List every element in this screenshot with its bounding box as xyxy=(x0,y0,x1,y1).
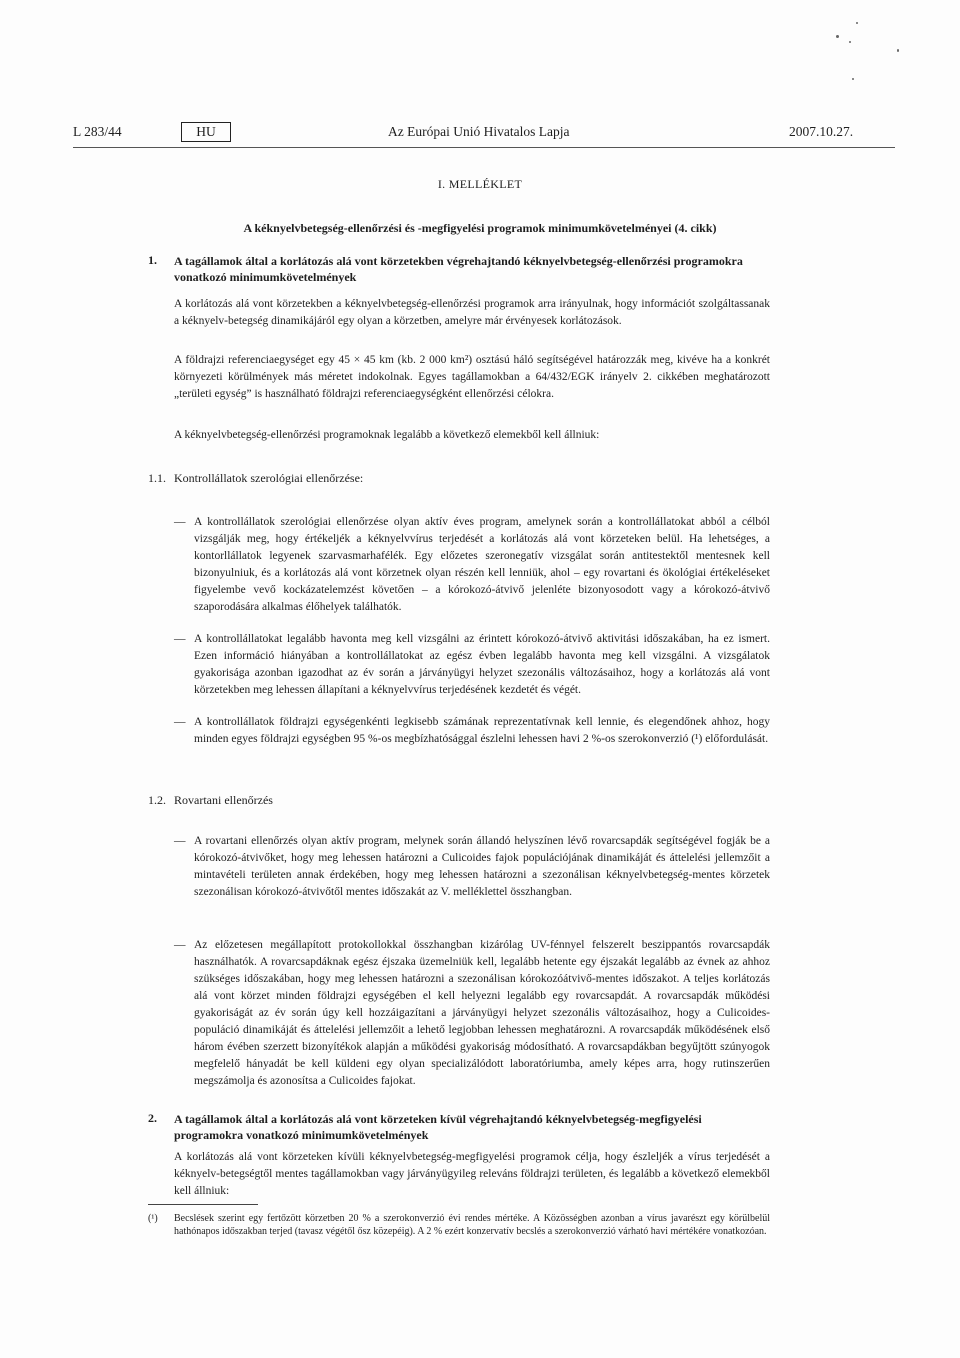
subsection-1-2-number: 1.2. xyxy=(148,793,166,807)
list-item-text: A kontrollállatok földrajzi egységenkénti legkisebb számának reprezentatívnak kell lennie, és elegendőnek ahhoz, hogy minden egyes földrajzi egységben 95 %-os megbízhatósággal észlelni lehessen havi 2 %-os szerokonverzió (¹) előfordulását. xyxy=(194,716,770,745)
list-item-text: A kontrollállatokat legalább havonta meg kell vizsgálni az érintett kórokozó-átvivő aktivitási időszakában, ha ez ismert. Ezen információ hiányában a kontrollállatokat az egész évben legalább havonta meg kell vizsgálni. A vizsgálatok gyakorisága azonban igazodhat az év során a járványügyi helyzet szezonális változásaihoz, hogy a korlátozás alá vont körzetekben meg lehessen állapítani a kéknyelvvírus terjedésének kezdetét és végét. xyxy=(194,633,770,696)
scan-speck xyxy=(852,78,854,80)
dash-bullet: — xyxy=(174,716,186,728)
issue-date: 2007.10.27. xyxy=(789,124,854,139)
dash-bullet: — xyxy=(174,939,186,951)
list-item-text: A kontrollállatok szerológiai ellenőrzése olyan aktív éves program, amelynek során a kontrollállatokat abból a célból vizsgálják meg, hogy értékeljék a kéknyelvvírus terjedését a korlátozás alá vont körzeteken belül. Ha lehetséges, a kontorllállatok legyenek szarvasmarhafélék. Egy előzetes szeronegatív vizsgálat során antitestektől mentesnek kell bizonyulniuk, és a korlátozás alá vont körzetnek olyan részén kell lenniük, ahol – egy rovartani és ökológiai értékeléseket figyelembe vevő kockázatelemzést követően – a kórokozó-átvivő jelenléte bizonyosodott vagy a kórokozó-átvivő szaporodására alkalmas élőhelyek találhatók. xyxy=(194,516,770,613)
scan-speck xyxy=(849,41,851,43)
subsection-1-1-title: Kontrollállatok szerológiai ellenőrzése: xyxy=(174,471,364,485)
subsection-1-2-title: Rovartani ellenőrzés xyxy=(174,793,273,807)
section-1-heading: A tagállamok által a korlátozás alá vont körzetekben végrehajtandó kéknyelvbetegség-ellenőrzési programokra vonatkozó minimumkövetelmények xyxy=(174,254,743,284)
footnote-rule xyxy=(148,1204,258,1205)
list-item xyxy=(174,937,770,1090)
scan-speck xyxy=(836,35,839,38)
dash-bullet: — xyxy=(174,516,186,528)
footnote xyxy=(148,1212,770,1238)
journal-title: Az Európai Unió Hivatalos Lapja xyxy=(388,124,570,139)
page-number: L 283/44 xyxy=(73,124,122,139)
section-2-heading: A tagállamok által a korlátozás alá vont körzeteken kívül végrehajtandó kéknyelvbetegség-megfigyelési programokra vonatkozó minimumkövetelmények xyxy=(174,1112,702,1142)
footnote-mark: (¹) xyxy=(148,1213,158,1224)
list-item xyxy=(174,714,770,748)
section-2-paragraph-1: A korlátozás alá vont körzeteken kívüli kéknyelvbetegség-megfigyelési programok célja, hogy észleljék a vírus terjedését a kéknyelv-betegségtől mentes tagállamokban vagy járványügyileg releváns földrajzi területen, és legalább a következő elemekből kell állniuk: xyxy=(174,1151,770,1197)
list-item-text: Az előzetesen megállapított protokollokkal összhangban kizárólag UV-fénnyel felszerelt beszippantós rovarcsapdák használhatók. A rovarcsapdáknak egész éjszaka üzemelniük kell, legalább hetente egy éjszakát legalább az évnek az ahhoz szükséges időszakában, hogy meg lehessen határozni a szezonálisan kórokozóátvivő-mentes időszakot. A teljes korlátozás alá vont körzet minden földrajzi egységében el kell helyezni legalább egy rovarcsapdát. A rovarcsapdák működési gyakoriságát az év során úgy kell hozzáigazítani a járványügyi helyzet szezonális változásaihoz, hogy a Culicoides-populáció dinamikáját és áttelelési jellemzőit a lehető legjobban lehessen meghatározni. A rovarcsapdák működésének első három évében szerzett bizonyítékok alapján a működési gyakoriság módosítható. A rovarcsapdákban begyűjtött szúnyogok megfelelő hányadát be kell küldeni egy olyan specializálódott laboratóriumba, amely képes arra, hogy rutinszerűen megszámolja és azonosítsa a Culicoides fajokat. xyxy=(194,939,770,1087)
language-box: HU xyxy=(181,122,231,142)
running-header xyxy=(0,122,960,146)
list-item xyxy=(174,833,770,901)
annex-label: I. MELLÉKLET xyxy=(437,177,523,191)
subsection-1-1-number: 1.1. xyxy=(148,471,166,485)
scan-speck xyxy=(897,49,899,52)
list-item xyxy=(174,514,770,616)
section-1-paragraph-2: A földrajzi referenciaegységet egy 45 × 45 km (kb. 2 000 km²) osztású háló segítségével határozzák meg, kivéve ha a konkrét környezeti körülmények más méretet indokolnak. Egyes tagállamokban a 64/432/EGK irányelv 2. cikkében meghatározott „területi egység” is használható földrajzi referenciaegységként ellenőrzési célokra. xyxy=(174,354,770,400)
section-1-paragraph-3: A kéknyelvbetegség-ellenőrzési programoknak legalább a következő elemekből kell állniuk: xyxy=(174,429,600,441)
section-1-number: 1. xyxy=(148,253,157,267)
list-item xyxy=(174,631,770,699)
section-2-number: 2. xyxy=(148,1111,157,1125)
dash-bullet: — xyxy=(174,835,186,847)
footnote-text: Becslések szerint egy fertőzött körzetben 20 % a szerokonverzió évi rendes mértéke. A Közösségben azonban a vírus javarészt egy körülbelül hathónapos időszakban terjed (tavasz végétől ősz közepéig). A 2 % ezért konzervatív becslés a szerokonverzió várható havi mértékére vonatkozóan. xyxy=(174,1213,770,1237)
document-title: A kéknyelvbetegség-ellenőrzési és -megfigyelési programok minimumkövetelményei (4. cikk) xyxy=(243,221,717,235)
section-1-paragraph-1: A korlátozás alá vont körzetekben a kéknyelvbetegség-ellenőrzési programok arra irányulnak, hogy információt szolgáltassanak a kéknyelv-betegség dinamikájáról egy olyan a körzetben, amelyre már érvényesek korlátozások. xyxy=(174,298,770,327)
header-rule xyxy=(73,147,895,148)
dash-bullet: — xyxy=(174,633,186,645)
scan-speck xyxy=(856,22,858,24)
list-item-text: A rovartani ellenőrzés olyan aktív program, melynek során állandó helyszínen lévő rovarcsapdák segítségével fogják be a kórokozó-átvivőket, hogy meg lehessen határozni a Culicoides fajok populációjának dinamikáját és áttelelési jellemzőit a mintavételi területen annak érdekében, hogy meg lehessen határozni a szezonálisan kéknyelvbetegség-mentes körzetek szezonálisan kórokozó-átvivőtől mentes időszakát az V. melléklettel összhangban. xyxy=(194,835,770,898)
